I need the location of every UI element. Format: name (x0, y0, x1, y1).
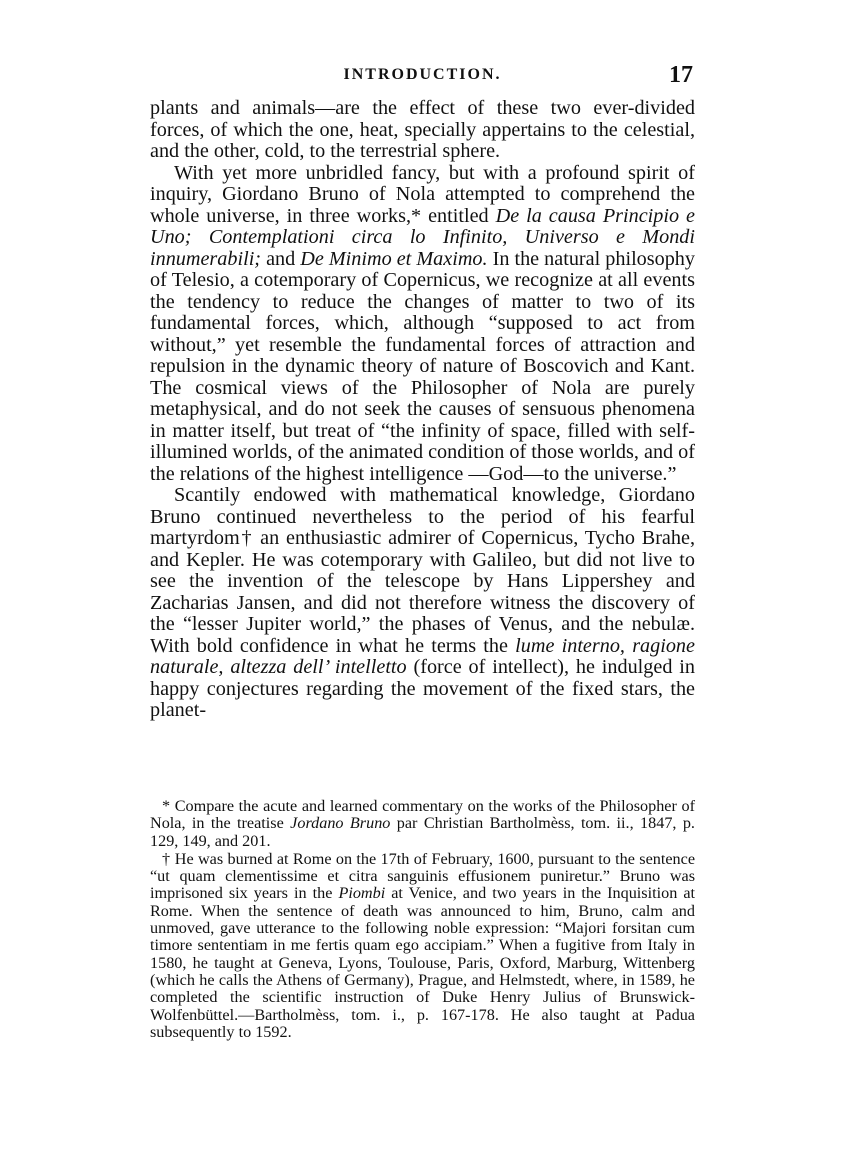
text-run: In the natural philosophy of Telesio, a cotemporary of Copernicus, we recognize at all events the tendency to reduce the changes of matter to two of its fundamental forces, which, although “supposed to act from without,” yet resemble the fundamental forces of attraction and repulsion in the dynamic theory of nature of Boscovich and Kant. The cosmical views of the Philosopher of Nola are purely metaphysical, and do not seek the causes of sensuous phenomena in matter itself, but treat of “the infinity of space, filled with self-illumined worlds, of the animated condition of those worlds, and of the relations of the highest intelligence —God—to the universe.” (150, 247, 695, 485)
italic-text: De Minimo et Maximo. (300, 247, 488, 270)
body-paragraph (150, 485, 695, 722)
italic-text: De la causa Principio e Uno; Contemplationi circa lo Infinito, Universo e Mondi innumerabili; (150, 204, 695, 270)
text-run: Scantily endowed with mathematical knowledge, Giordano Bruno continued nevertheless to the period of his fearful martyrdom† an enthusiastic admirer of Copernicus, Tycho Brahe, and Kepler. He was cotemporary with Galileo, but did not live to see the invention of the telescope by Hans Lippershey and Zacharias Jansen, and did not therefore witness the discovery of the “lesser Jupiter world,” the phases of Venus, and the nebulæ. With bold confidence in what he terms the (150, 484, 695, 657)
text-run: and (261, 247, 301, 270)
text-run: at Venice, and two years in the Inquisition at Rome. When the sentence of death was announced to him, Bruno, calm and unmoved, gave utterance to the following noble expression: “Majori forsitan cum timore sententiam in me fertis quam ego accipiam.” When a fugitive from Italy in 1580, he taught at Geneva, Lyons, Toulouse, Paris, Oxford, Marburg, Wittenberg (which he calls the Athens of Germany), Prague, and Helmstedt, where, in 1589, he completed the scientific instruction of Duke Henry Julius of Brunswick-Wolfenbüttel.—Bartholmèss, tom. i., p. 167-178. He also taught at Padua subsequently to 1592. (150, 884, 696, 1041)
body-paragraph (150, 98, 695, 163)
page-number: 17 (669, 62, 693, 88)
main-text (150, 98, 695, 722)
running-title: INTRODUCTION. (343, 66, 502, 83)
text-run: With yet more unbridled fancy, but with a profound spirit of inquiry, Giordano Bruno of Nola attempted to comprehend the whole universe, in three works,* entitled (150, 161, 695, 227)
italic-text: Jordano Bruno (290, 814, 391, 833)
text-run: plants and animals—are the effect of these two ever-divided forces, of which the one, heat, specially appertains to the celestial, and the other, cold, to the terrestrial sphere. (150, 97, 695, 162)
page-header (150, 62, 695, 92)
text-run: † He was burned at Rome on the 17th of February, 1600, pursuant to the sentence “ut quam clementissime et citra sanguinis effusionem puniretur.” Bruno was imprisoned six years in the (150, 849, 695, 903)
text-run: * Compare the acute and learned commentary on the works of the Philosopher of Nola, in the treatise (150, 797, 695, 833)
footnotes (150, 798, 695, 1041)
footnote (150, 851, 695, 1041)
italic-text: lume interno, ragione naturale, altezza dell’ intelletto (150, 634, 695, 678)
body-paragraph (150, 163, 695, 486)
italic-text: Piombi (338, 884, 386, 903)
text-run: (force of intellect), he indulged in happy conjectures regarding the movement of the fixed stars, the planet- (150, 656, 695, 721)
footnote (150, 798, 695, 850)
text-run: par Christian Bartholmèss, tom. ii., 1847, p. 129, 149, and 201. (150, 814, 695, 850)
